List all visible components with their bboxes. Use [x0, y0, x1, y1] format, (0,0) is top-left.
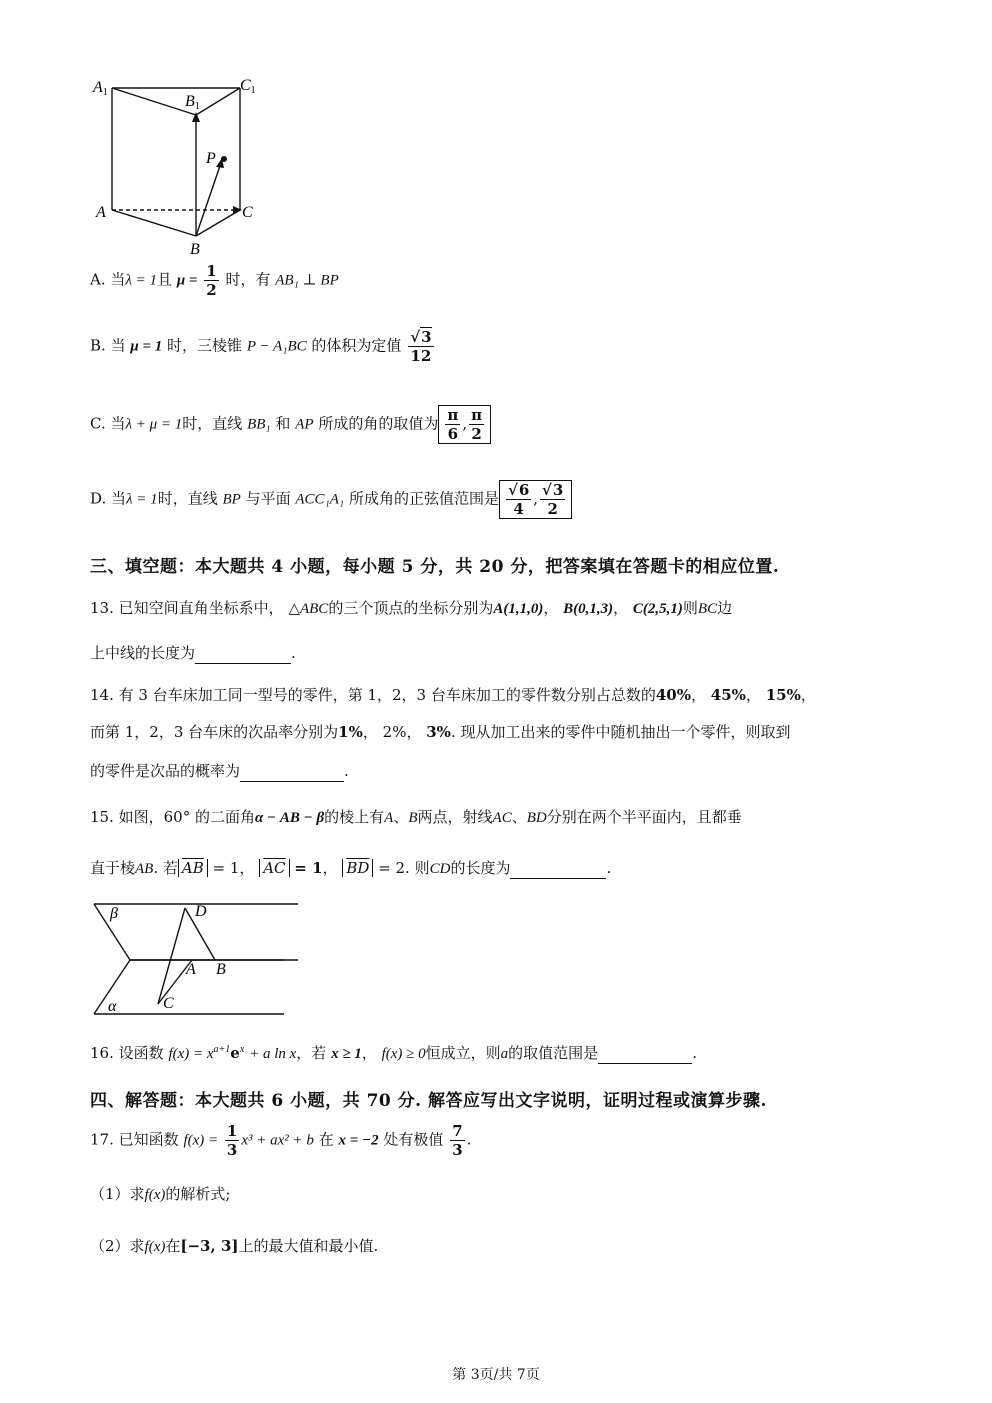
- label-alpha: α: [108, 998, 117, 1015]
- label-b-fig2: B: [216, 961, 226, 978]
- answer-blank-14[interactable]: [240, 761, 344, 782]
- section-3-heading: 三、填空题：本大题共 4 小题，每小题 5 分，共 20 分，把答案填在答题卡的相应位置.: [90, 557, 780, 577]
- question-15-line1: 15. 如图，60° 的二面角α − AB − β的棱上有A、B两点，射线AC、BD分别在两个半平面内，且都垂: [90, 808, 742, 826]
- label-a1: A1: [93, 79, 108, 98]
- option-c: C. 当λ + μ = 1时，直线 BB₁ 和 AP 所成的角的取值为 $\frac{\pi}{6}$ , $\frac{\pi}{2}$: [90, 405, 491, 444]
- option-a: A. 当λ = 1且 μ = $\frac{1}{2}$ 时，有 AB₁ ⊥ BP: [90, 262, 339, 299]
- question-14-line1: 14. 有 3 台车床加工同一型号的零件，第 1，2，3 台车床加工的零件数分别占总数的40%， 45%， 15%，: [90, 686, 816, 704]
- question-14-line2: 而第 1，2，3 台车床的次品率分别为1%， 2%， 3%. 现从加工出来的零件中随机抽出一个零件，则取到: [90, 723, 791, 741]
- question-13-line2: 上中线的长度为 .: [90, 644, 296, 662]
- answer-blank-15[interactable]: [510, 858, 606, 879]
- answer-blank-13[interactable]: [195, 643, 291, 664]
- question-13-line1: 13. 已知空间直角坐标系中， △ABC的三个顶点的坐标分别为A(1,1,0)， B(0,1,3)， C(2,5,1)则BC边: [90, 599, 733, 617]
- label-b1: B1: [185, 93, 200, 112]
- question-17-part1: （1）求f(x)的解析式;: [90, 1185, 231, 1203]
- question-16: 16. 设函数 $f(x) = x^{a+1}e^x + a$ ln x，若 x ≥ 1， f(x) ≥ 0恒成立，则a的取值范围是 .: [90, 1044, 697, 1062]
- option-b: B. 当 μ = 1 时，三棱锥 P − A₁BC 的体积为定值 $\frac{√3}{12}$: [90, 328, 432, 365]
- label-a-fig2: A: [186, 961, 196, 978]
- label-c1: C1: [240, 77, 256, 96]
- section-4-heading: 四、解答题：本大题共 6 小题，共 70 分. 解答应写出文字说明，证明过程或演算步骤.: [90, 1091, 767, 1111]
- label-c: C: [242, 204, 253, 221]
- label-p: P: [206, 150, 216, 167]
- prism-figure: [88, 72, 268, 262]
- label-d: D: [195, 903, 207, 920]
- page-footer: 第 3页/共 7页: [452, 1367, 540, 1383]
- question-15-line2: 直于棱AB. 若 $\overline{AB} = 1$， $\overline{AC} = 1$， $\overline{BD} = 2$. 则CD的长度为 .: [90, 859, 612, 877]
- label-beta: β: [110, 905, 118, 922]
- dihedral-figure: [88, 896, 298, 1021]
- question-17: 17. 已知函数 f(x) = $\frac{1}{3}$ x³ + ax² + b 在 x = −2 处有极值 $\frac{7}{3}$ .: [90, 1122, 472, 1159]
- label-c-fig2: C: [163, 995, 174, 1012]
- label-a: A: [96, 204, 106, 221]
- answer-blank-16[interactable]: [598, 1043, 692, 1064]
- label-b: B: [190, 241, 200, 258]
- question-14-line3: 的零件是次品的概率为 .: [90, 762, 349, 780]
- question-17-part2: （2）求f(x)在[−3, 3]上的最大值和最小值.: [90, 1237, 379, 1255]
- option-d: D. 当λ = 1时，直线 BP 与平面 ACC₁A₁ 所成角的正弦值范围是 $\frac{√6}{4}$ , $\frac{√3}{2}$: [90, 480, 572, 519]
